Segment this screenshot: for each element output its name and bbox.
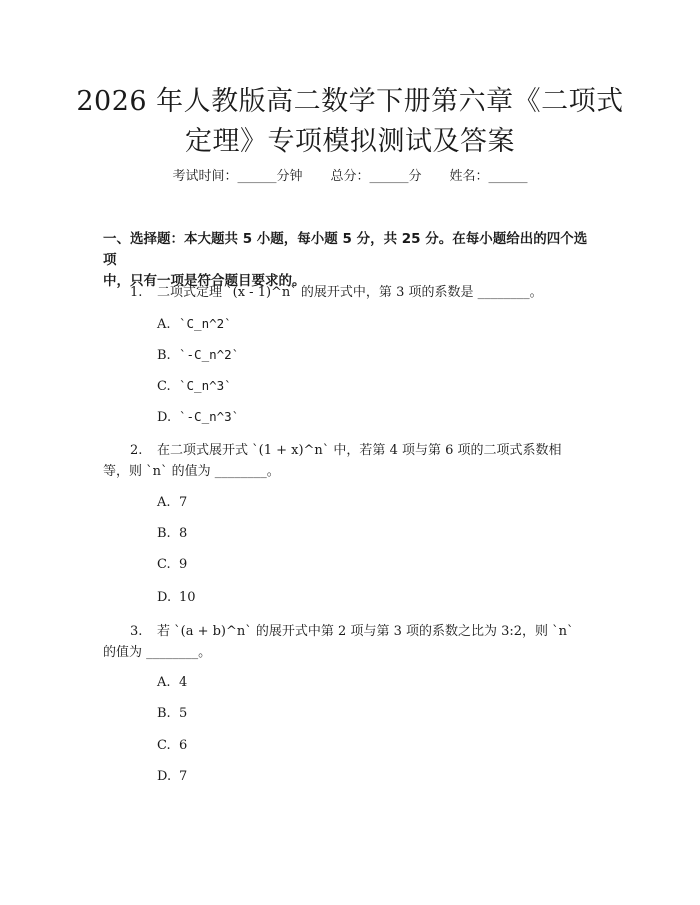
question-2-option-d	[157, 589, 196, 607]
question-2-option-b	[157, 525, 187, 543]
option-letter: A.	[157, 495, 171, 510]
option-letter: D.	[157, 410, 172, 425]
question-stem: 二项式定理 `(x - 1)^n` 的展开式中，第 3 项的系数是 ________。	[157, 285, 543, 300]
exam-name: 姓名：______	[449, 169, 528, 184]
option-letter: A.	[157, 675, 171, 690]
section-heading-line-2: 中，只有一项是符合题目要求的。	[103, 273, 306, 289]
question-1	[103, 282, 593, 303]
option-text: 8	[179, 526, 188, 541]
option-letter: C.	[157, 557, 171, 572]
question-3-option-d	[157, 768, 187, 786]
question-number: 1.	[130, 285, 143, 300]
option-text: `C_n^2`	[179, 316, 232, 331]
option-text: 7	[179, 495, 188, 510]
option-text: `-C_n^2`	[179, 347, 240, 362]
option-letter: D.	[157, 769, 172, 784]
question-2-option-a	[157, 494, 187, 512]
option-text: 5	[179, 706, 188, 721]
title-line-1: 2026 年人教版高二数学下册第六章《二项式	[76, 86, 624, 117]
question-stem-line-1: 在二项式展开式 `(1 + x)^n` 中，若第 4 项与第 6 项的二项式系数相	[157, 443, 562, 458]
question-stem-line-2: 的值为 ________。	[103, 645, 212, 660]
question-number: 3.	[130, 624, 143, 639]
question-1-option-c	[157, 377, 232, 396]
option-text: 4	[179, 675, 188, 690]
section-heading-line-1: 一、选择题：本大题共 5 小题，每小题 5 分，共 25 分。在每小题给出的四个选项	[103, 231, 588, 268]
question-3	[103, 621, 593, 663]
option-text: `-C_n^3`	[179, 409, 240, 424]
question-3-option-a	[157, 674, 187, 692]
option-letter: C.	[157, 379, 171, 394]
option-text: 7	[179, 769, 188, 784]
exam-total-score: 总分：______分	[330, 169, 422, 184]
question-2	[103, 440, 593, 482]
question-1-option-a	[157, 315, 232, 334]
document-title	[60, 82, 640, 162]
question-2-option-c	[157, 556, 187, 574]
option-letter: C.	[157, 738, 171, 753]
option-text: 9	[179, 557, 188, 572]
option-text: `C_n^3`	[179, 378, 232, 393]
option-letter: D.	[157, 590, 172, 605]
question-number: 2.	[130, 443, 143, 458]
option-text: 10	[179, 590, 196, 605]
exam-time: 考试时间：______分钟	[172, 169, 303, 184]
option-letter: A.	[157, 317, 171, 332]
question-stem-line-1: 若 `(a + b)^n` 的展开式中第 2 项与第 3 项的系数之比为 3:2，则 `n`	[157, 624, 574, 639]
option-letter: B.	[157, 706, 171, 721]
question-3-option-b	[157, 705, 187, 723]
title-line-2: 定理》专项模拟测试及答案	[185, 126, 515, 157]
option-letter: B.	[157, 526, 171, 541]
question-1-option-b	[157, 346, 239, 365]
question-stem-line-2: 等，则 `n` 的值为 ________。	[103, 464, 280, 479]
exam-meta	[0, 168, 700, 186]
option-letter: B.	[157, 348, 171, 363]
question-1-option-d	[157, 408, 239, 427]
option-text: 6	[179, 738, 188, 753]
question-3-option-c	[157, 737, 187, 755]
